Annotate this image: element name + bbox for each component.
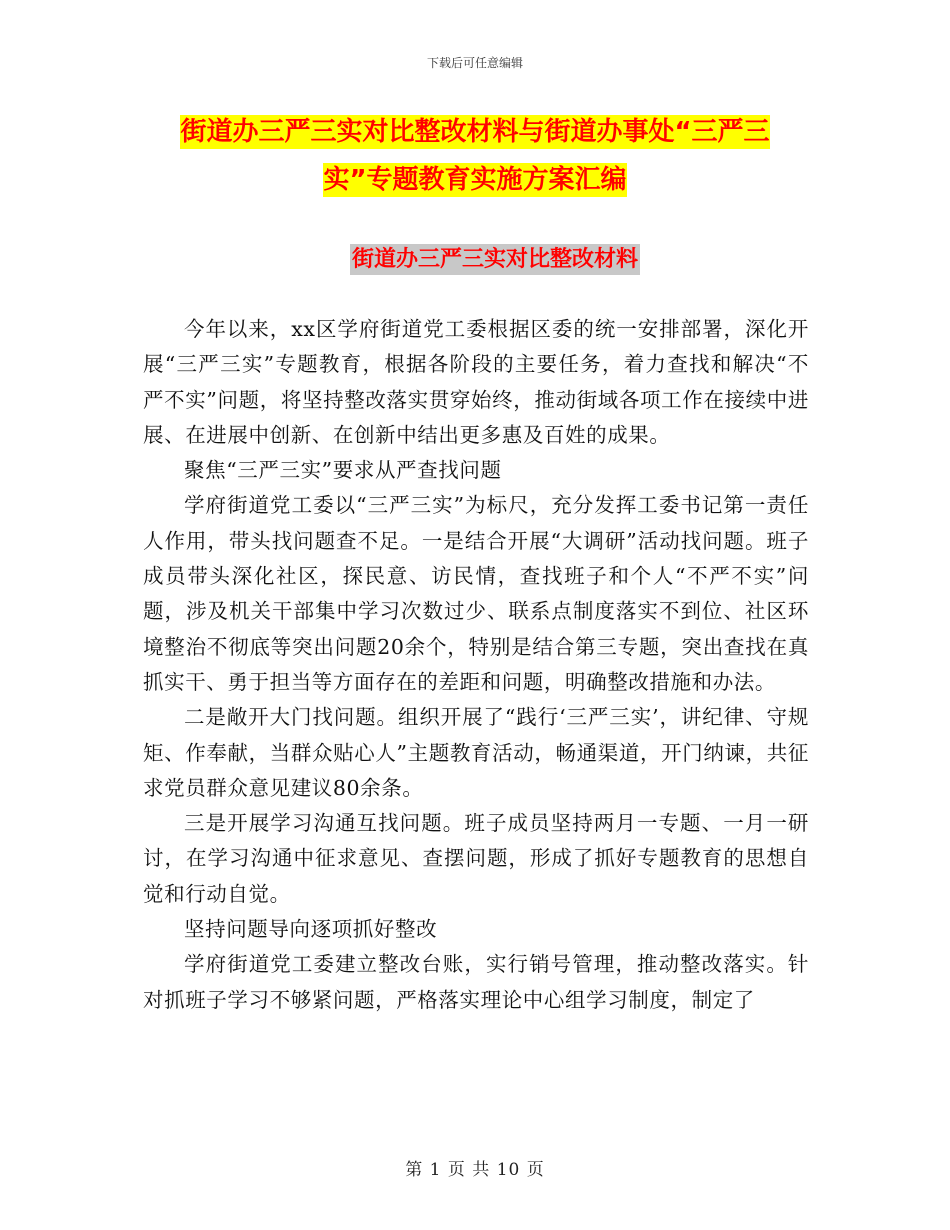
paragraph: 今年以来，xx区学府街道党工委根据区委的统一安排部署，深化开展“三严三实”专题教育，根据各阶段的主要任务，着力查找和解决“不严不实”问题，将坚持整改落实贯穿始终，推动街域各项工作在接续中进展、在进展中创新、在创新中结出更多惠及百姓的成果。 [143, 317, 809, 447]
paragraph-heading: 坚持问题导向逐项抓好整改 [184, 917, 438, 942]
paragraph: 学府街道党工委以“三严三实”为标尺，充分发挥工委书记第一责任人作用，带头找问题查不足。一是结合开展“大调研”活动找问题。班子成员带头深化社区，探民意、访民情，查找班子和个人“不严不实”问题，涉及机关干部集中学习次数过少、联系点制度落实不到位、社区环境整治不彻底等突出问题20余个，特别是结合第三专题，突出查找在真抓实干、勇于担当等方面存在的差距和问题，明确整改措施和办法。 [143, 493, 809, 694]
document-title [150, 108, 800, 204]
title-line-1: 街道办三严三实对比整改材料与街道办事处“三严三 [180, 117, 770, 147]
section-title-text: 街道办三严三实对比整改材料 [350, 244, 640, 275]
paragraph-heading: 聚焦“三严三实”要求从严查找问题 [184, 458, 502, 483]
title-line-2: 实”专题教育实施方案汇编 [323, 165, 627, 195]
page-number: 第 1 页 共 10 页 [405, 1160, 545, 1180]
section-title [0, 240, 950, 280]
header-note: 下载后可任意编辑 [426, 56, 523, 70]
paragraph: 二是敞开大门找问题。组织开展了“践行‘三严三实’，讲纪律、守规矩、作奉献，当群众贴心人”主题教育活动，畅通渠道，开门纳谏，共征求党员群众意见建议80余条。 [143, 705, 809, 800]
paragraph: 三是开展学习沟通互找问题。班子成员坚持两月一专题、一月一研讨，在学习沟通中征求意见、查摆问题，形成了抓好专题教育的思想自觉和行动自觉。 [143, 811, 809, 906]
paragraph: 学府街道党工委建立整改台账，实行销号管理，推动整改落实。针对抓班子学习不够紧问题，严格落实理论中心组学习制度，制定了 [143, 952, 809, 1012]
body-text [143, 312, 809, 1018]
